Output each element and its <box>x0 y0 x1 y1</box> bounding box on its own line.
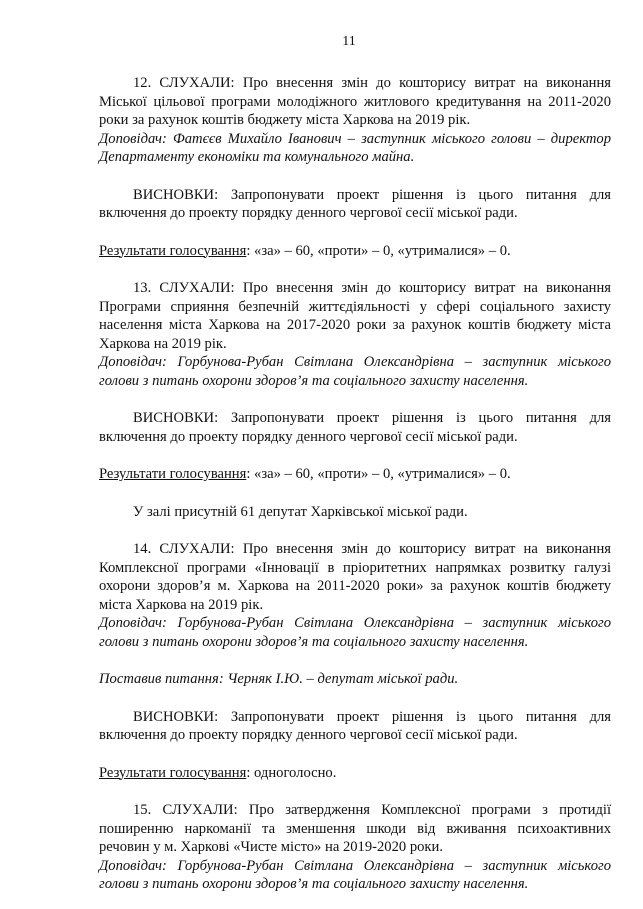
speaker-line: Доповідач: Горбунова-Рубан Світлана Олександрівна – заступник міського голови з питань охорони здоров’я та соціального захисту населення. <box>99 615 611 650</box>
heard-label: 14. СЛУХАЛИ: <box>133 541 235 557</box>
heard-paragraph <box>99 801 611 857</box>
conclusion-text: Запропонувати проект рішення із цього питання для включення до проекту порядку денного чергової сесії міської ради. <box>99 708 611 743</box>
heard-label: 15. СЛУХАЛИ: <box>133 802 238 818</box>
conclusion-paragraph <box>99 409 611 446</box>
conclusion-label: ВИСНОВКИ: <box>133 410 219 426</box>
vote-results <box>99 465 611 484</box>
heard-label: 13. СЛУХАЛИ: <box>133 280 235 296</box>
heard-paragraph <box>99 74 611 130</box>
conclusion-label: ВИСНОВКИ: <box>133 186 219 203</box>
vote-label: Результати голосування <box>99 242 247 259</box>
agenda-item-13 <box>99 279 611 390</box>
vote-results <box>99 242 611 261</box>
presence-note: У залі присутній 61 депутат Харківської міської ради. <box>133 503 468 520</box>
heard-paragraph <box>99 540 611 614</box>
agenda-item-12 <box>99 74 611 167</box>
vote-results <box>99 764 611 783</box>
vote-value: : «за» – 60, «проти» – 0, «утрималися» – 0. <box>246 466 511 482</box>
heard-text: Про внесення змін до кошторису витрат на виконання Програми сприяння безпечній життєдіяльності у сфері соціального захисту населення міста Харкова на 2017-2020 роки за рахунок коштів бюджету міста Харкова на 2019 рік. <box>99 280 612 352</box>
vote-label: Результати голосування <box>99 764 247 781</box>
heard-paragraph <box>99 279 611 353</box>
conclusion-text: Запропонувати проект рішення із цього питання для включення до проекту порядку денного чергової сесії міської ради. <box>99 186 611 221</box>
agenda-item-15 <box>99 801 611 894</box>
vote-label: Результати голосування <box>99 466 247 482</box>
conclusion-paragraph <box>99 708 611 745</box>
conclusion-label: ВИСНОВКИ: <box>133 708 219 725</box>
conclusion-text: Запропонувати проект рішення із цього питання для включення до проекту порядку денного чергової сесії міської ради. <box>99 410 611 445</box>
heard-text: Про затвердження Комплексної програми з протидії поширенню наркоманії та зменшення шкоди від вживання психоактивних речовин у м. Харкові «Чисте місто» на 2019-2020 роки. <box>99 802 611 855</box>
question-raised-line: Поставив питання: Черняк І.Ю. – депутат міської ради. <box>99 671 459 687</box>
heard-label: 12. СЛУХАЛИ: <box>133 75 235 91</box>
vote-value: : одноголосно. <box>246 764 337 781</box>
speaker-line: Доповідач: Фатєєв Михайло Іванович – заступник міського голови – директор Департаменту економіки та комунального майна. <box>99 130 611 165</box>
agenda-item-14 <box>99 540 611 651</box>
heard-text: Про внесення змін до кошторису витрат на виконання Комплексної програми «Інновації в пріоритетних напрямках розвитку галузі охорони здоров’я м. Харкова на 2011-2020 роки» за рахунок коштів бюджету міста Харкова на 2019 рік. <box>99 541 612 613</box>
vote-value: : «за» – 60, «проти» – 0, «утрималися» – 0. <box>246 242 511 259</box>
page-number: 11 <box>342 34 356 49</box>
speaker-line: Доповідач: Горбунова-Рубан Світлана Олександрівна – заступник міського голови з питань охорони здоров’я та соціального захисту населення. <box>99 857 611 892</box>
conclusion-paragraph <box>99 186 611 223</box>
heard-text: Про внесення змін до кошторису витрат на виконання Міської цільової програми молодіжного житлового кредитування на 2011-2020 роки за рахунок коштів бюджету міста Харкова на 2019 рік. <box>99 75 612 128</box>
speaker-line: Доповідач: Горбунова-Рубан Світлана Олександрівна – заступник міського голови з питань охорони здоров’я та соціального захисту населення. <box>99 354 611 389</box>
